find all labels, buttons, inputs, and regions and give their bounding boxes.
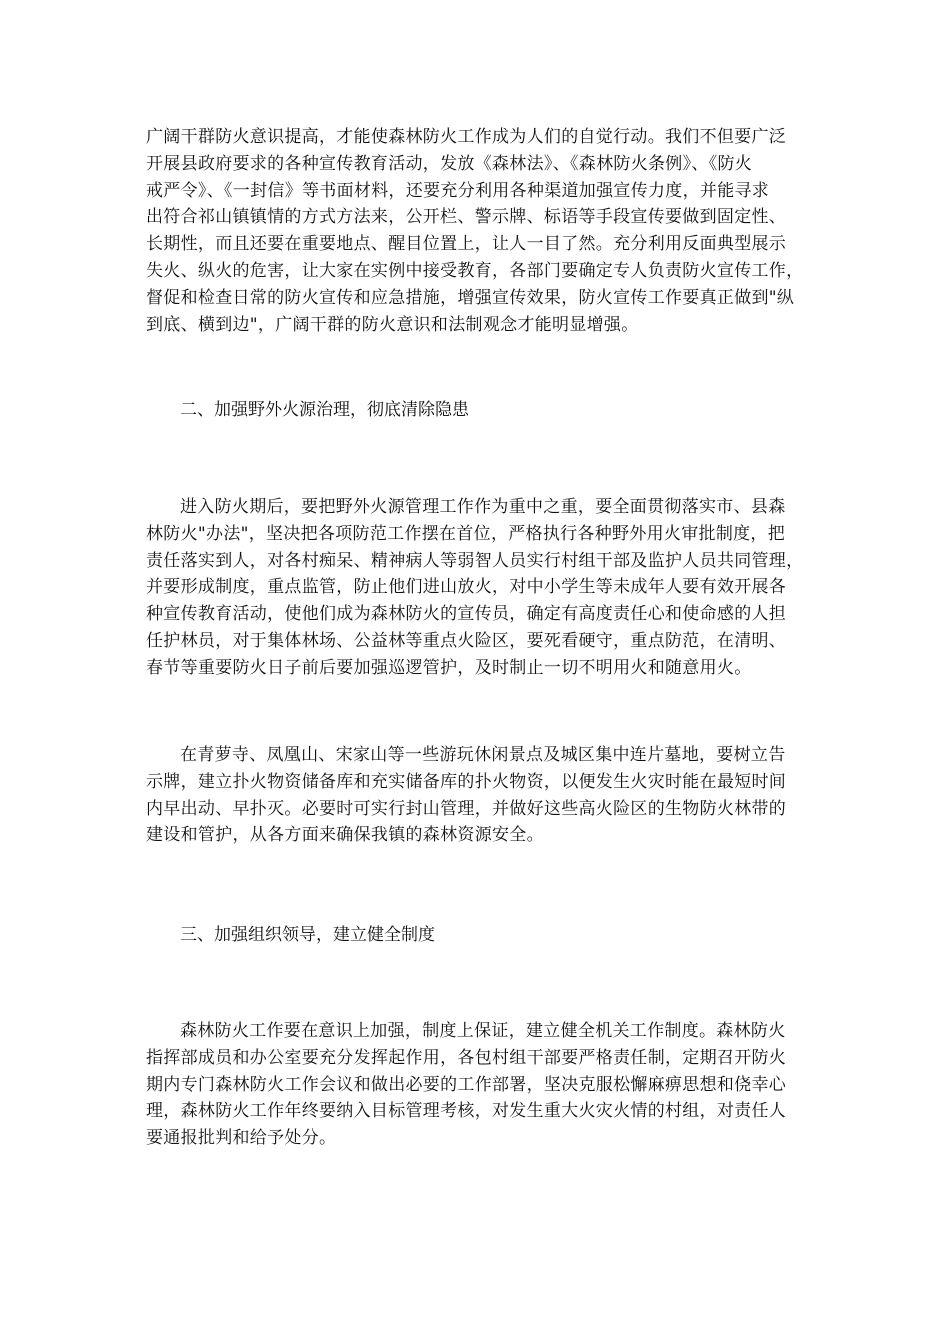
paragraph-fire-source bbox=[146, 494, 806, 682]
paragraph-line: 在青萝寺、凤凰山、宋家山等一些游玩休闲景点及城区集中连片墓地，要树立告 bbox=[180, 745, 786, 765]
paragraph-line: 到底、横到边"，广阔干群的防火意识和法制观念才能明显增强。 bbox=[146, 314, 639, 335]
paragraph-line: 指挥部成员和办公室要充分发挥起作用，各包村组干部要严格责任制，定期召开防火 bbox=[146, 1047, 787, 1068]
paragraph-line: 戒严令》、《一封信》等书面材料，还要充分利用各种渠道加强宣传力度，并能寻求 bbox=[146, 180, 770, 201]
paragraph-line: 春节等重要防火日子前后要加强巡逻管护，及时制止一切不明用火和随意用火。 bbox=[146, 657, 752, 678]
paragraph-line: 广阔干群防火意识提高，才能使森林防火工作成为人们的自觉行动。我们不但要广泛 bbox=[146, 127, 787, 147]
paragraph-line: 要通报批判和给予处分。 bbox=[146, 1128, 337, 1149]
paragraph-scenic-spots bbox=[146, 742, 806, 849]
paragraph-line: 进入防火期后，要把野外火源管理工作作为重中之重，要全面贯彻落实市、县森 bbox=[180, 497, 786, 517]
paragraph-line: 任护林员，对于集体林场、公益林等重点火险区，要死看硬守，重点防范，在清明、 bbox=[146, 630, 787, 651]
paragraph-line: 开展县政府要求的各种宣传教育活动，发放《森林法》、《森林防火条例》、《防火 bbox=[146, 153, 753, 174]
paragraph-organization bbox=[146, 1018, 806, 1152]
paragraph-line: 出符合祁山镇镇情的方式方法来，公开栏、警示牌、标语等手段宣传要做到固定性、 bbox=[146, 207, 787, 228]
paragraph-line: 期内专门森林防火工作会议和做出必要的工作部署，坚决克服松懈麻痹思想和侥幸心 bbox=[146, 1074, 787, 1095]
paragraph-line: 内早出动、早扑灭。必要时可实行封山管理，并做好这些高火险区的生物防火林带的 bbox=[146, 798, 787, 819]
section-heading-2: 二、加强野外火源治理，彻底清除隐患 bbox=[180, 400, 469, 420]
paragraph-line: 示牌，建立扑火物资储备库和充实储备库的扑火物资，以便发生火灾时能在最短时间 bbox=[146, 771, 787, 792]
paragraph-line: 理，森林防火工作年终要纳入目标管理考核，对发生重大火灾火情的村组，对责任人 bbox=[146, 1101, 787, 1122]
paragraph-line: 林防火"办法"，坚决把各项防范工作摆在首位，严格执行各种野外用火审批制度，把 bbox=[146, 523, 786, 544]
paragraph-line: 长期性，而且还要在重要地点、醒目位置上，让人一目了然。充分利用反面典型展示 bbox=[146, 234, 787, 255]
paragraph-line: 种宣传教育活动，使他们成为森林防火的宣传员，确定有高度责任心和使命感的人担 bbox=[146, 604, 787, 625]
paragraph-line: 建设和管护，从各方面来确保我镇的森林资源安全。 bbox=[146, 825, 544, 846]
paragraph-line: 责任落实到人，对各村痴呆、精神病人等弱智人员实行村组干部及监护人员共同管理， bbox=[146, 550, 804, 571]
paragraph-publicity bbox=[146, 124, 806, 338]
paragraph-line: 并要形成制度，重点监管，防止他们进山放火，对中小学生等未成年人要有效开展各 bbox=[146, 577, 787, 598]
paragraph-line: 督促和检查日常的防火宣传和应急措施，增强宣传效果，防火宣传工作要真正做到"纵 bbox=[146, 287, 795, 308]
section-heading-3: 三、加强组织领导，建立健全制度 bbox=[180, 925, 435, 945]
paragraph-line: 失火、纵火的危害，让大家在实例中接受教育，各部门要确定专人负责防火宣传工作， bbox=[146, 260, 804, 281]
paragraph-line: 森林防火工作要在意识上加强，制度上保证，建立健全机关工作制度。森林防火 bbox=[180, 1021, 786, 1041]
